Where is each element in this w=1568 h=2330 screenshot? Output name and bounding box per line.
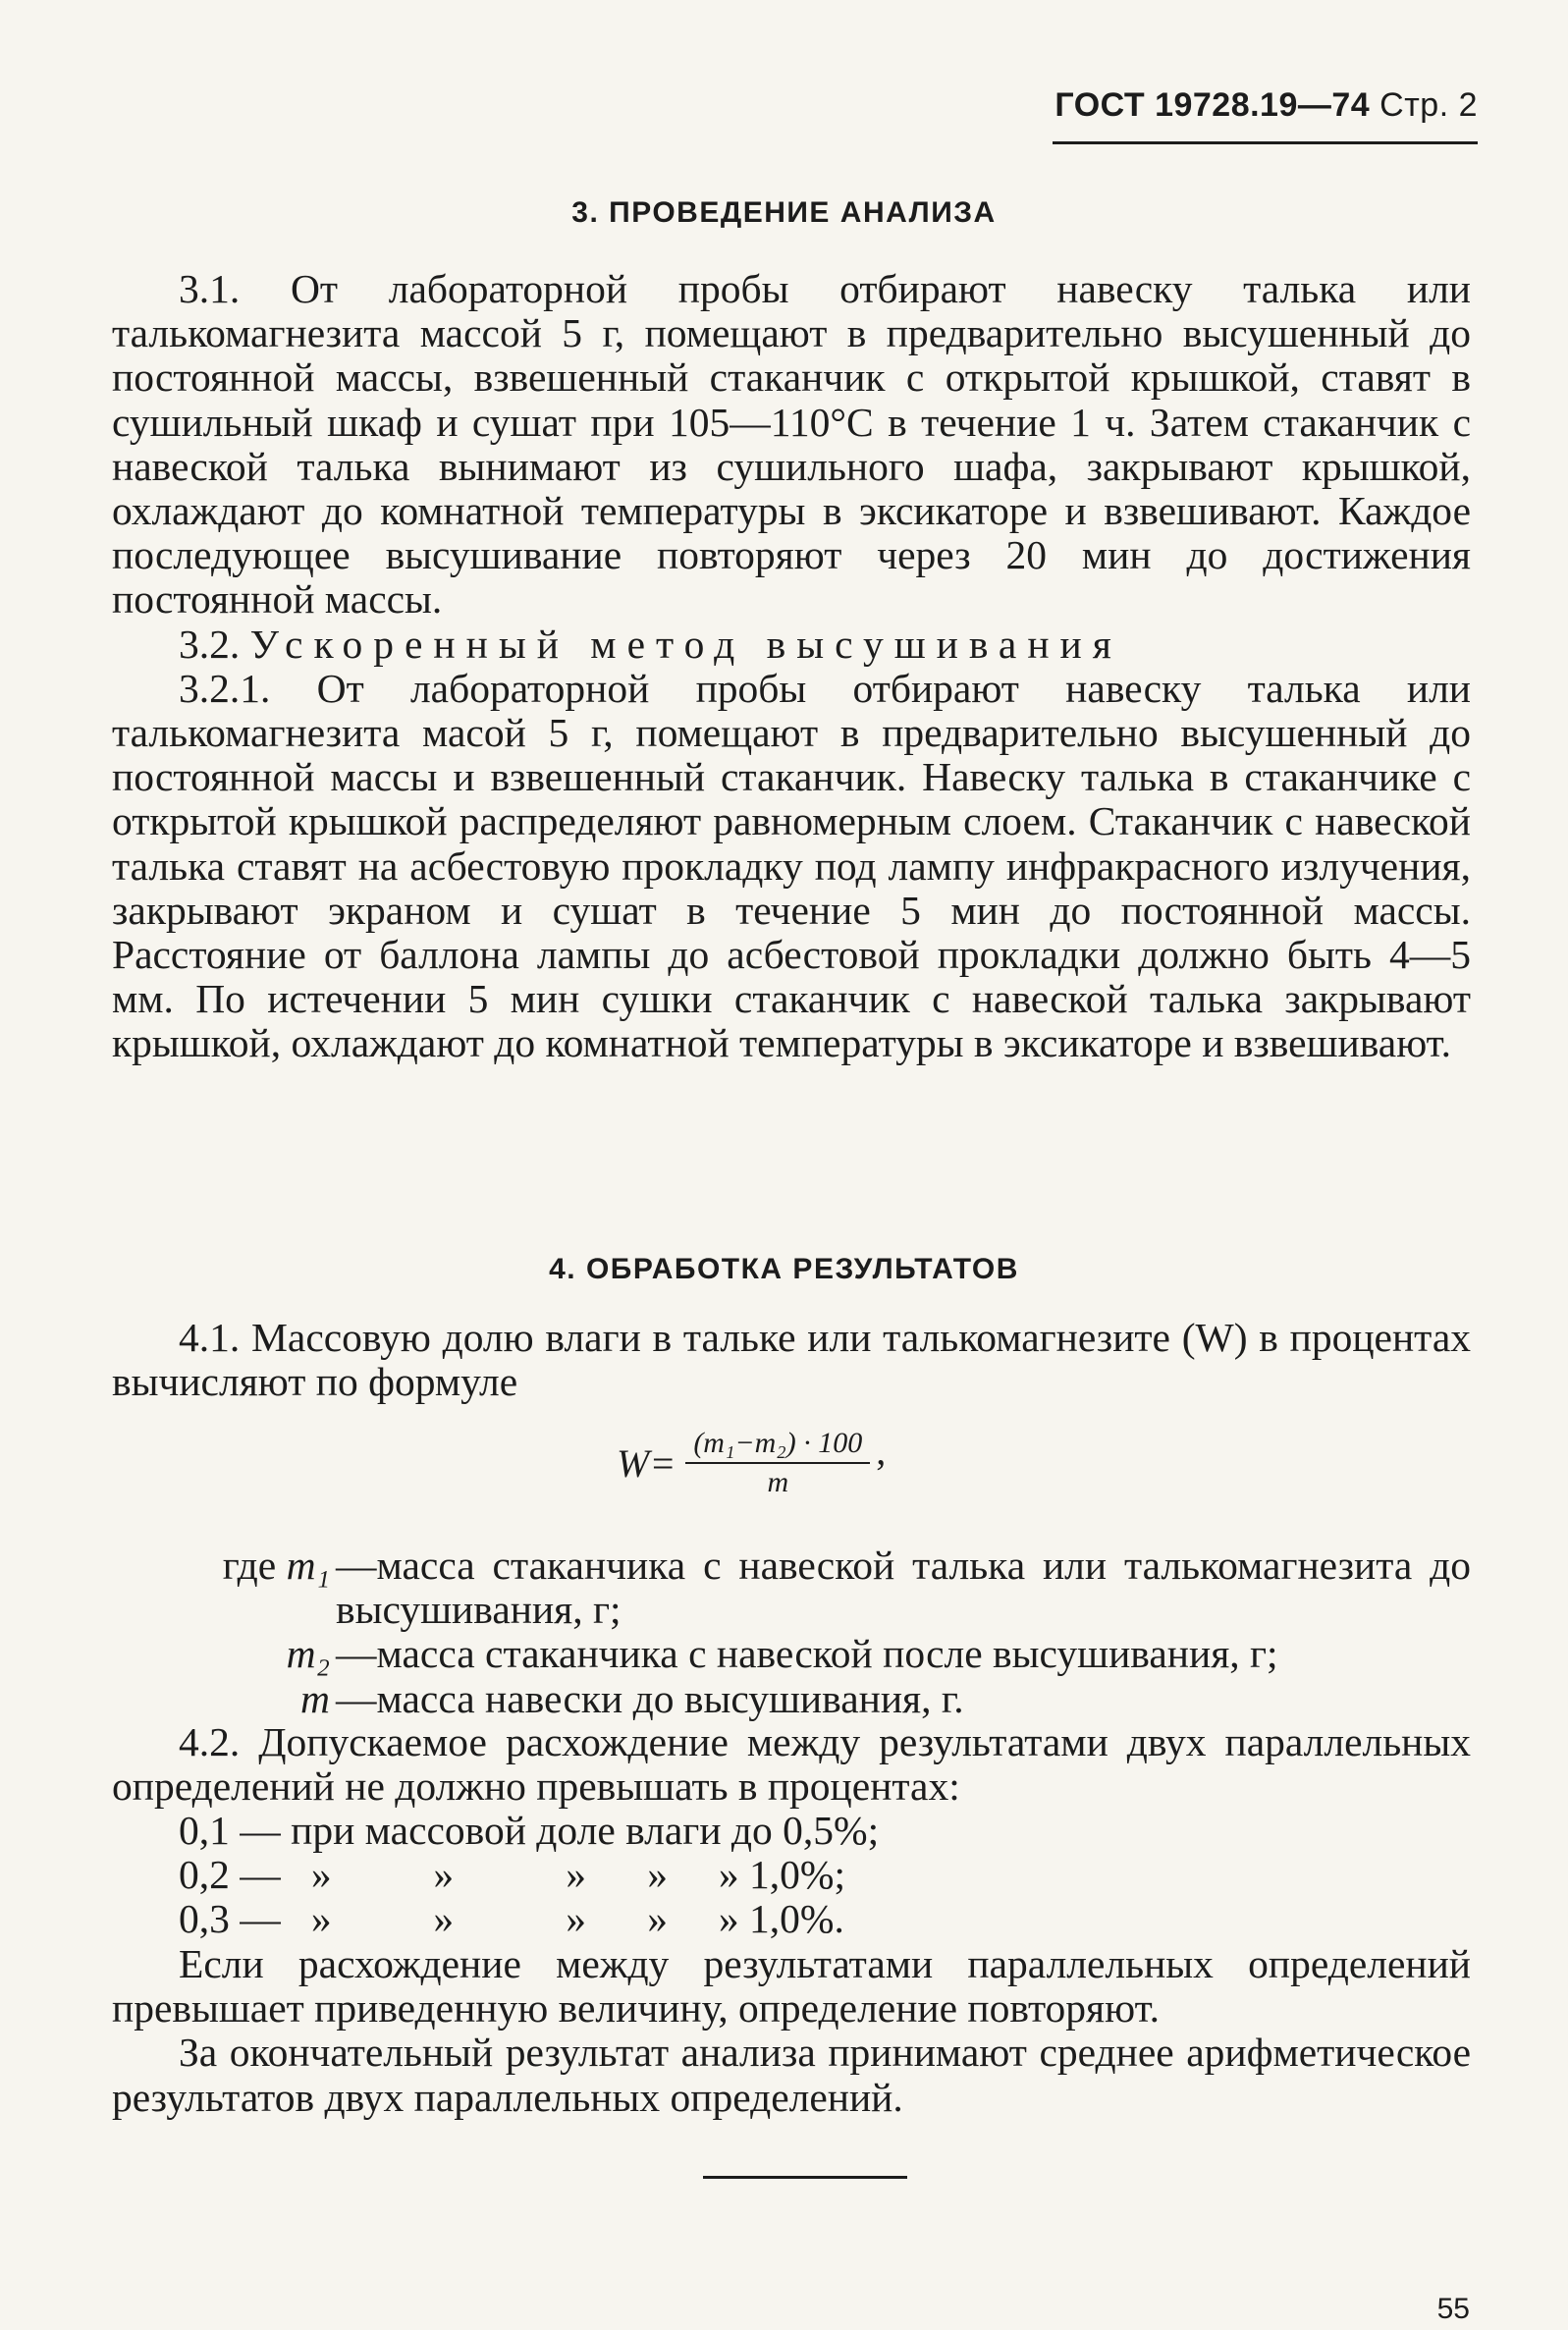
paragraph-3-2 bbox=[112, 623, 1471, 667]
page-number: 55 bbox=[1436, 2293, 1470, 2325]
legend-description: —масса стаканчика с навеской талька или талькомагнезита до высушивания, г; bbox=[336, 1543, 1471, 1633]
section-4-intro bbox=[112, 1316, 1471, 1404]
section-4-closing bbox=[112, 1942, 1471, 2120]
paragraph-4-1: 4.1. Массовую долю влаги в тальке или талькомагнезите (W) в процентах вычисляют по формуле bbox=[112, 1315, 1471, 1405]
header-rule bbox=[1053, 141, 1478, 144]
formula-comma: , bbox=[876, 1429, 887, 1473]
tolerance-row: 0,2 — » » » » » 1,0%; bbox=[179, 1852, 845, 1898]
legend-description: —масса навески до высушивания, г. bbox=[336, 1675, 964, 1721]
legend-symbol: где m₁ bbox=[222, 1543, 330, 1588]
formula-legend bbox=[112, 1544, 1471, 1721]
tolerance-row: 0,3 — » » » » » 1,0%. bbox=[179, 1896, 844, 1942]
paragraph-3-2-number: 3.2. bbox=[179, 621, 241, 667]
paragraph-4-3: Если расхождение между результатами параллельных определений превышает приведенную величину, определение повторяют. bbox=[112, 1941, 1471, 2032]
section-3-body bbox=[112, 267, 1471, 1066]
page-label: Стр. 2 bbox=[1379, 86, 1478, 124]
legend-symbol: m₂ bbox=[286, 1631, 330, 1677]
formula-fraction bbox=[685, 1427, 870, 1499]
formula-numerator: (m₁−m₂) · 100 bbox=[685, 1427, 870, 1464]
standard-number: ГОСТ 19728.19—74 bbox=[1054, 86, 1371, 124]
legend-row bbox=[112, 1544, 1471, 1632]
formula-denominator: m bbox=[767, 1466, 789, 1498]
tolerance-row: 0,1 — при массовой доле влаги до 0,5%; bbox=[179, 1808, 880, 1853]
paragraph-3-1: 3.1. От лабораторной пробы отбирают навеску талька или талькомагнезита массой 5 г, помещают в предварительно высушенный до постоянной массы, взвешенный стаканчик с открытой крышкой, ставят в сушильный шкаф и сушат при 105—110°С в течение 1 ч. Затем стаканчик с навеской талька вынимают из сушильного шафа, закрывают крышкой, охлаждают до комнатной температуры в эксикаторе и взвешивают. Каждое последующее высушивание повторяют через 20 мин до достижения постоянной массы. bbox=[112, 266, 1471, 623]
paragraph-4-4: За окончательный результат анализа принимают среднее арифметическое результатов двух параллельных определений. bbox=[112, 2030, 1471, 2120]
moisture-formula bbox=[617, 1427, 886, 1499]
page-header bbox=[1054, 86, 1478, 125]
paragraph-4-2-block bbox=[112, 1720, 1471, 1809]
paragraph-3-2-title: Ускоренный метод высушивания bbox=[249, 621, 1122, 667]
legend-symbol: m bbox=[300, 1675, 330, 1721]
legend-row bbox=[112, 1632, 1471, 1676]
legend-row bbox=[112, 1677, 1471, 1721]
section-3-heading: 3. ПРОВЕДЕНИЕ АНАЛИЗА bbox=[571, 196, 997, 229]
legend-description: —масса стаканчика с навеской после высушивания, г; bbox=[336, 1631, 1278, 1677]
paragraph-3-2-1: 3.2.1. От лабораторной пробы отбирают навеску талька или талькомагнезита масой 5 г, помещают в предварительно высушенный до постоянной массы и взвешенный стаканчик. Навеску талька в стаканчике с открытой крышкой распределяют равномерным слоем. Стаканчик с навеской талька ставят на асбестовую прокладку под лампу инфракрасного излучения, закрывают экраном и сушат в течение 5 мин до постоянной массы. Расстояние от баллона лампы до асбестовой прокладки должно быть 4—5 мм. По истечении 5 мин сушки стаканчик с навеской талька закрывают крышкой, охлаждают до комнатной температуры в эксикаторе и взвешивают. bbox=[112, 665, 1471, 1066]
paragraph-4-2: 4.2. Допускаемое расхождение между результатами двух параллельных определений не должно превышать в процентах: bbox=[112, 1719, 1471, 1810]
footer-rule bbox=[703, 2176, 907, 2179]
tolerance-list bbox=[179, 1809, 879, 1942]
formula-lhs: W= bbox=[617, 1440, 676, 1486]
section-4-heading: 4. ОБРАБОТКА РЕЗУЛЬТАТОВ bbox=[549, 1253, 1019, 1285]
